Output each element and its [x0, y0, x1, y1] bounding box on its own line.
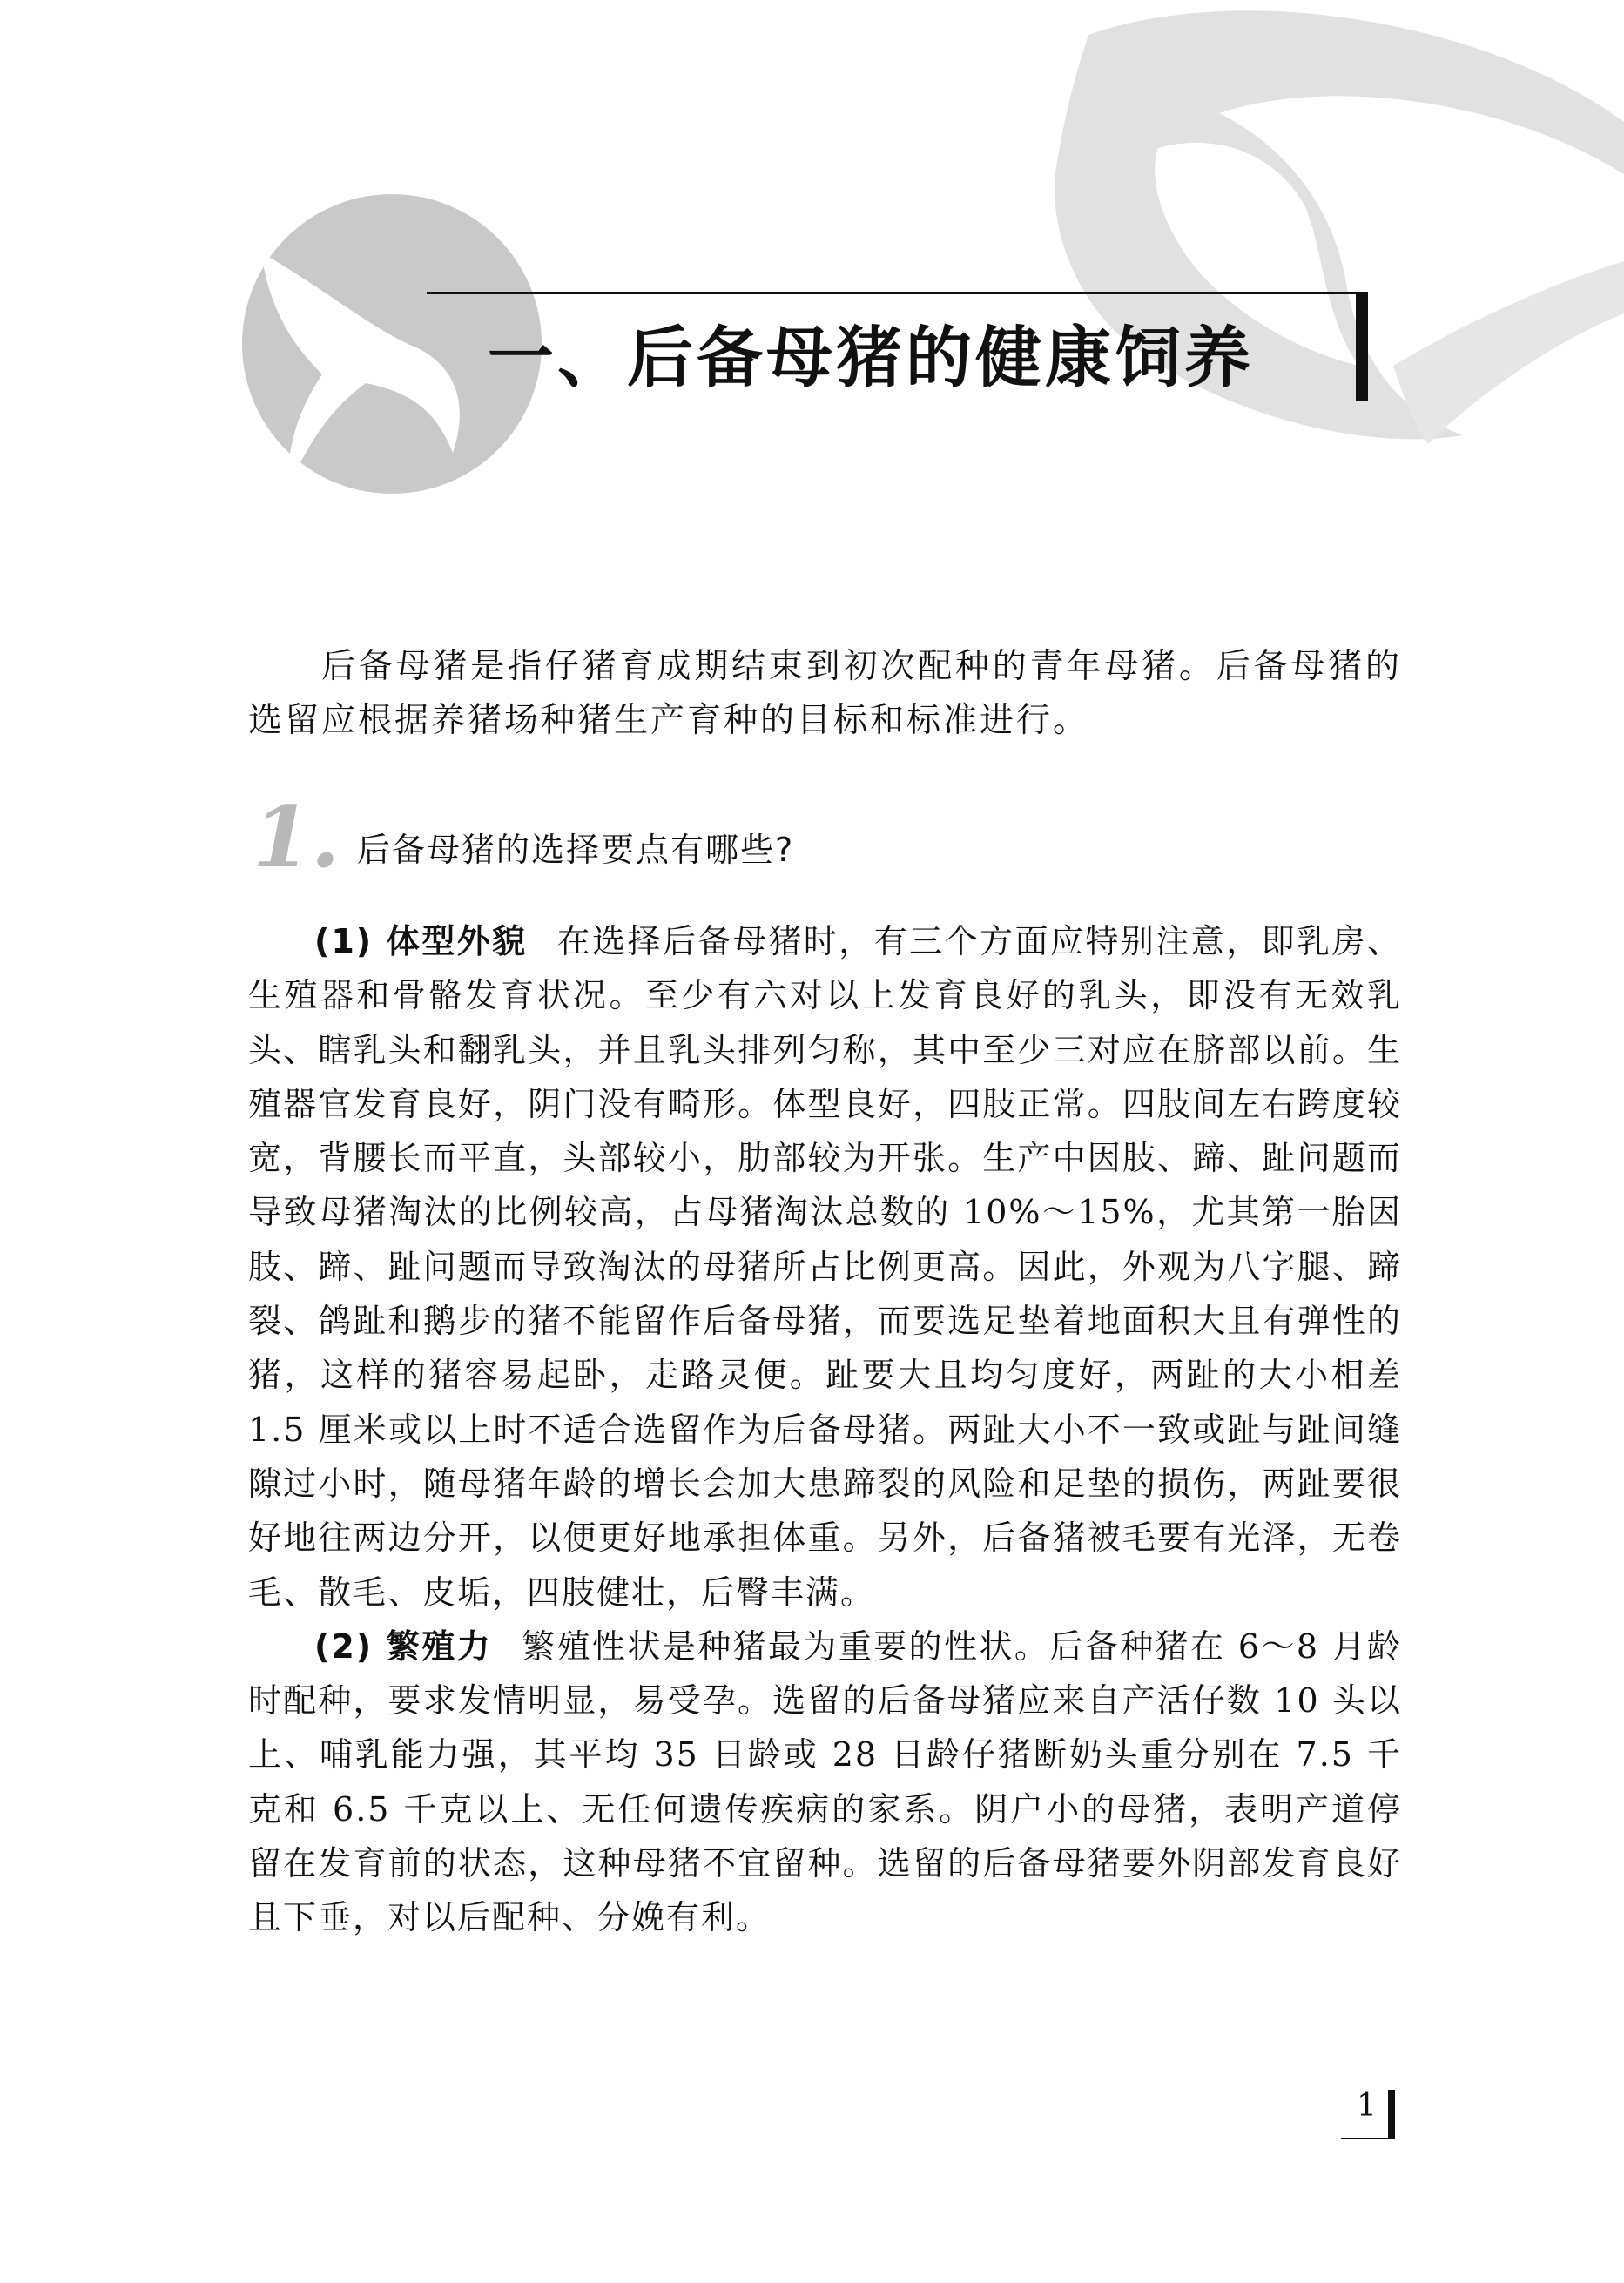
question-number: 1. [253, 788, 340, 886]
question-title: 后备母猪的选择要点有哪些? [357, 831, 795, 869]
section-text-2: 繁殖性状是种猪最为重要的性状。后备种猪在 6～8 月龄时配种，要求发情明显，易受孕。选留的后备母猪应来自产活仔数 10 头以上、哺乳能力强，其平均 35 日龄或 28 日龄仔猪断奶头重分别在 7.5 千克和 6.5 千克以上、无任何遗传疾病的家系。阴户小的母猪，表明产道停留在发育前的状态，这种母猪不宜留种。选留的后备母猪要外阴部发育良好且下垂，对以后配种、分娩有利。 [248, 1626, 1403, 1937]
gray-swoosh-tail [1393, 261, 1624, 444]
chapter-title: 一、后备母猪的健康饲养 [488, 319, 1254, 396]
section-heading-1: (1) 体型外貌 [314, 922, 528, 960]
body-text [248, 914, 1402, 1945]
page-number-bar [1388, 2090, 1395, 2139]
intro-paragraph [248, 640, 1402, 748]
section-heading-2: (2) 繁殖力 [314, 1626, 493, 1666]
page-number-rule [1341, 2138, 1395, 2139]
page-number: 1 [1357, 2088, 1377, 2124]
section-paragraph-1 [248, 914, 1402, 1620]
section-paragraph-2 [248, 1620, 1402, 1945]
section-text-1: 在选择后备母猪时，有三个方面应特别注意，即乳房、生殖器和骨骼发育状况。至少有六对以上发育良好的乳头，即没有无效乳头、瞎乳头和翻乳头，并且乳头排列匀称，其中至少三对应在脐部以前。生殖器官发育良好，阴门没有畸形。体型良好，四肢正常。四肢间左右跨度较宽，背腰长而平直，头部较小，肋部较为开张。生产中因肢、蹄、趾问题而导致母猪淘汰的比例较高，占母猪淘汰总数的 10%～15%，尤其第一胎因肢、蹄、趾问题而导致淘汰的母猪所占比例更高。因此，外观为八字腿、蹄裂、鸽趾和鹅步的猪不能留作后备母猪，而要选足垫着地面积大且有弹性的猪，这样的猪容易起卧，走路灵便。趾要大且均匀度好，两趾的大小相差 1.5 厘米或以上时不适合选留作为后备母猪。两趾大小不一致或趾与趾间缝隙过小时，随母猪年龄的增长会加大患蹄裂的风险和足垫的损伤，两趾要很好地往两边分开，以便更好地承担体重。另外，后备猪被毛要有光泽，无卷毛、散毛、皮垢，四肢健壮，后臀丰满。 [248, 922, 1402, 1612]
chapter-title-bar [1356, 292, 1368, 401]
chapter-title-rule [427, 292, 1363, 294]
intro-text: 后备母猪是指仔猪育成期结束到初次配种的青年母猪。后备母猪的选留应根据养猪场种猪生产育种的目标和标准进行。 [248, 647, 1402, 740]
